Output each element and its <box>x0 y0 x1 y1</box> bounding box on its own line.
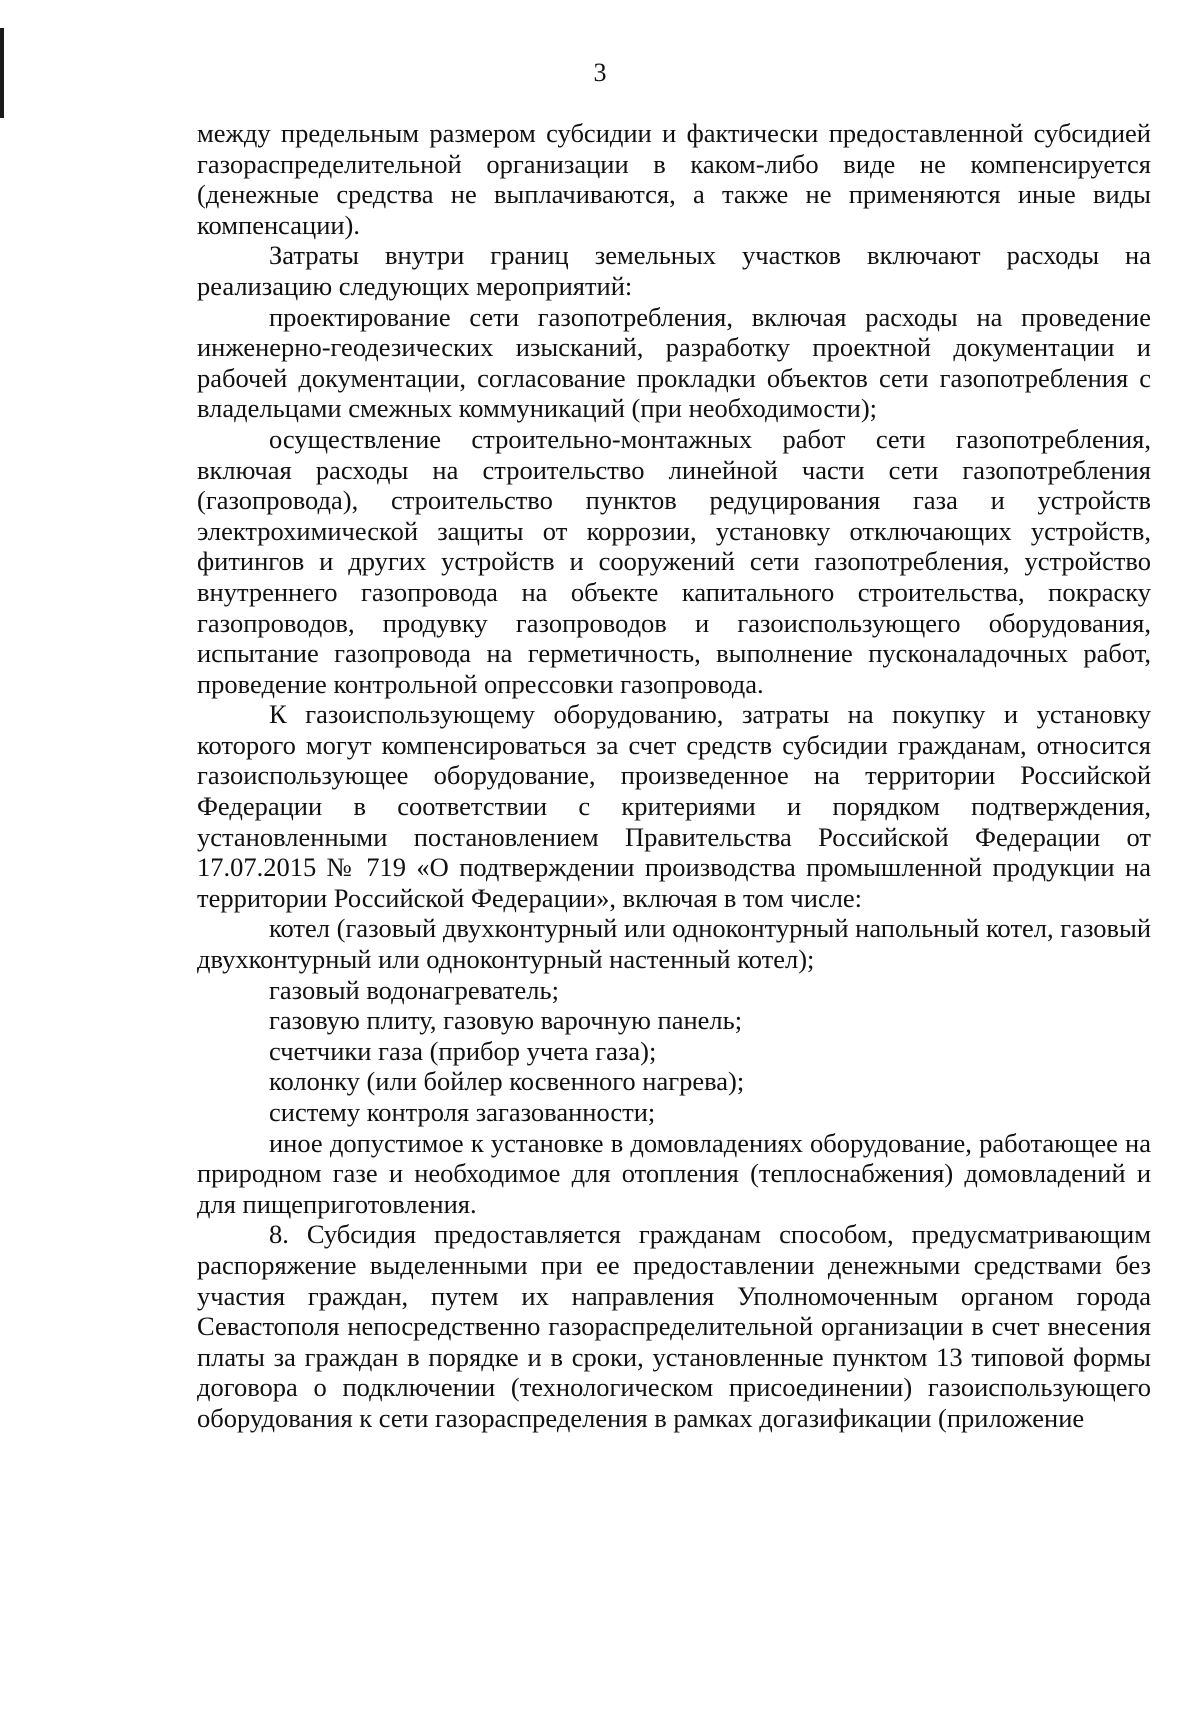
paragraph-design: проектирование сети газопотребления, включая расходы на проведение инженерно-геодезических изысканий, разработку проектной документации и рабочей документации, согласование прокладки объектов сети газопотребления с владельцами смежных коммуникаций (при необходимости); <box>197 301 1151 424</box>
list-item-other-equipment: иное допустимое к установке в домовладениях оборудование, работающее на природном газе и необходимое для отопления (теплоснабжения) домовладений и для пищеприготовления. <box>197 1127 1151 1219</box>
paragraph-item-8: 8. Субсидия предоставляется гражданам способом, предусматривающим распоряжение выделенными при ее предоставлении денежными средствами без участия граждан, путем их направления Уполномоченным органом города Севастополя непосредственно газораспределительной организации в счет внесения платы за граждан в порядке и в сроки, установленные пунктом 13 типовой формы договора о подключении (технологическом присоединении) газоиспользующего оборудования к сети газораспределения в рамках догазификации (приложение <box>197 1219 1151 1433</box>
page-number: 3 <box>593 58 607 87</box>
list-item-stove: газовую плиту, газовую варочную панель; <box>269 1005 743 1036</box>
list-item-boiler: котел (газовый двухконтурный или одноконтурный напольный котел, газовый двухконтурный или одноконтурный настенный котел); <box>197 913 1151 975</box>
paragraph-costs-intro: Затраты внутри границ земельных участков включают расходы на реализацию следующих мероприятий: <box>197 240 1151 301</box>
document-body <box>197 118 1151 1434</box>
list-item-meters: счетчики газа (прибор учета газа); <box>269 1035 657 1066</box>
paragraph-continuation: между предельным размером субсидии и фактически предоставленной субсидией газораспределительной организации в каком-либо виде не компенсируется (денежные средства не выплачиваются, а также не применяются иные виды компенсации). <box>197 118 1151 240</box>
list-item-gas-control: систему контроля загазованности; <box>269 1097 656 1127</box>
list-item-column: колонку (или бойлер косвенного нагрева); <box>269 1066 745 1097</box>
paragraph-equipment-intro: К газоиспользующему оборудованию, затраты на покупку и установку которого могут компенсироваться за счет средств субсидии гражданам, относится газоиспользующее оборудование, произведенное на территории Российской Федерации в соответствии с критериями и порядком подтверждения, установленными постановлением Правительства Российской Федерации от 17.07.2015 № 719 «О подтверждении производства промышленной продукции на территории Российской Федерации», включая в том числе: <box>197 699 1151 913</box>
paragraph-construction: осуществление строительно-монтажных работ сети газопотребления, включая расходы на строительство линейной части сети газопотребления (газопровода), строительство пунктов редуцирования газа и устройств электрохимической защиты от коррозии, установку отключающих устройств, фитингов и других устройств и сооружений сети газопотребления, устройство внутреннего газопровода на объекте капитального строительства, покраску газопроводов, продувку газопроводов и газоиспользующего оборудования, испытание газопровода на герметичность, выполнение пусконаладочных работ, проведение контрольной опрессовки газопровода. <box>197 423 1151 699</box>
list-item-water-heater: газовый водонагреватель; <box>269 974 559 1005</box>
